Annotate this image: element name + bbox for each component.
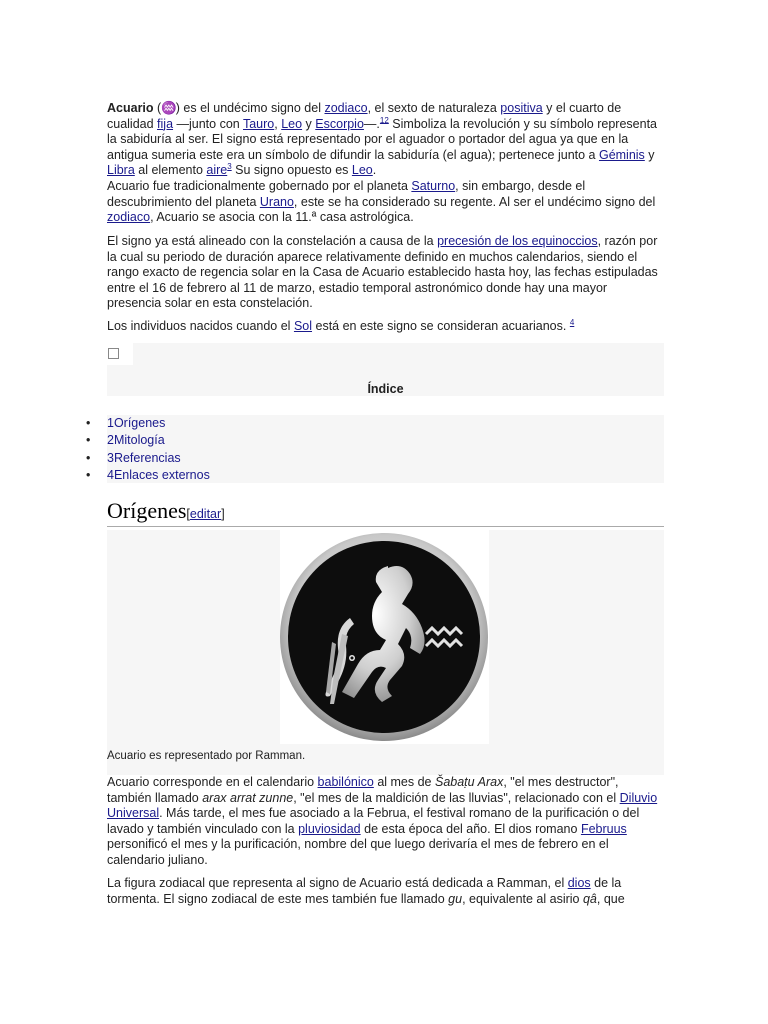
link-urano[interactable]: Urano [259,194,294,209]
italic-term: qâ [582,891,597,906]
para-text: de esta época del año. El dios romano [360,821,581,836]
link-escorpio[interactable]: Escorpio [315,116,364,131]
intro-text: y el cuarto de cualidad [107,101,622,131]
link-positiva[interactable]: positiva [500,101,543,115]
paragraph-5-block [107,876,664,907]
toc-item[interactable] [86,450,664,467]
link-zodiaco-2[interactable]: zodiaco [107,210,151,225]
link-februus[interactable]: Februus [580,821,627,836]
ref-4[interactable]: 4 [569,317,575,327]
toc-label: Referencias [113,450,181,465]
para-text: Los individuos nacidos cuando el [107,319,294,333]
toc-item-mitologia[interactable] [107,433,165,447]
paragraph-4-block [107,775,664,869]
figure [107,530,664,775]
italic-term: gu [448,891,463,906]
toc-label: Enlaces externos [113,467,210,482]
intro-text: Acuario fue tradicionalmente gobernado por el planeta [107,178,412,193]
link-sol[interactable]: Sol [293,319,313,333]
toc-item[interactable] [86,415,664,432]
paragraph-2-block [107,234,664,312]
link-diluvio-universal[interactable]: Diluvio Universal [107,790,658,821]
toc-label: Mitología [113,433,165,448]
intro-text: Su signo opuesto es [231,163,352,178]
link-fija[interactable]: fija [157,116,174,131]
link-pluviosidad[interactable]: pluviosidad [298,821,361,836]
intro-text: Simboliza la revolución y su símbolo representa la sabiduría al ser. El signo está representado por el aguador o portador del agua ya que en la antigua sumeria este era un símbolo de difundir la sabiduría (el agua); pertenece junto a [107,116,657,162]
link-libra[interactable]: Libra [107,163,135,178]
toc-item-enlaces-externos[interactable] [107,468,210,482]
toc-num: 4 [107,467,114,482]
italic-term: arax arrat zunne [202,790,294,805]
ref-3[interactable]: 3 [227,162,232,172]
paragraph-3-block [107,319,664,335]
intro-text: —. [363,116,380,131]
article-term: Acuario [107,101,154,115]
para-text: , "el mes destructor", también llamado [107,775,619,805]
para-text: Acuario corresponde en el calendario [107,775,318,789]
intro-text: , Acuario se asocia con la 11.ª casa astrológica. [150,210,414,225]
para-text: de la tormenta. El signo zodiacal de este mes también fue llamado [107,876,622,906]
toc-list [86,415,664,483]
toc-item-origenes[interactable] [107,416,165,430]
toc-toggle-checkbox[interactable] [108,348,119,359]
toc-num: 1 [107,416,114,430]
paragraph-5 [107,876,664,907]
link-zodiaco[interactable]: zodiaco [324,101,368,115]
bullet-icon: • [86,467,91,482]
paragraph-2 [107,234,664,312]
para-text: El signo ya está alineado con la constelación a causa de la [107,234,438,248]
intro-text: y [644,147,655,162]
intro-text: al elemento [134,163,207,178]
link-geminis[interactable]: Géminis [598,147,645,162]
toc-num: 2 [107,433,114,448]
para-text: , razón por la cual su periodo de duración aparece relativamente definido en muchos calendarios, siendo el rango exacto de regencia solar en la Casa de Acuario establecido hasta hoy, las fechas estipuladas entre el 16 de febrero al 11 de marzo, estadio temporal astronómico donde hay una mayor presencia solar en esta constelación. [107,234,658,311]
edit-section [186,507,224,521]
intro-text: —junto con [173,116,243,131]
edit-bracket: ] [221,507,225,521]
intro-text: , el sexto de naturaleza [367,101,501,115]
para-text: , "el mes de la maldición de las lluvias", relacionado con el [293,790,620,805]
para-text: al mes de [373,775,435,789]
para-text: , equivalente al asirio [462,891,583,906]
bullet-icon: • [86,450,91,465]
link-saturno[interactable]: Saturno [411,178,456,193]
figure-caption: Acuario es representado por Ramman. [107,750,306,762]
coin-illustration [280,530,489,744]
link-aire[interactable]: aire [206,163,228,178]
intro-paragraph: Acuario (♒) es el undécimo signo del zodiaco, el sexto de naturaleza positiva y el cuarto de cualidad fija —junto con Tauro, Leo y Escorpio—.$^{12}$ Simboliza la revolución y su símbolo representa la sabiduría al ser. El signo está representado por el aguador o portador del agua ya que en la antigua sumeria este era un símbolo de difundir la sabiduría (el agua); pertenece junto a Géminis y Libra al elemento aire$^3$ Su signo opuesto es Leo. Acuario fue tradicionalmente gobernado por el planeta Saturno, sin embargo, desde el descubrimiento del planeta Urano, este se ha considerado su regente. Al ser el undécimo signo del zodiaco, Acuario se asocia con la 11.ª casa astrológica. [107,101,657,225]
intro-text: , sin embargo, desde el descubrimiento del planeta [107,178,586,209]
link-leo-opposite[interactable]: Leo [351,163,373,178]
link-leo[interactable]: Leo [281,116,303,131]
intro-text: . [372,163,377,178]
section-title: Orígenes [107,498,187,523]
toc-item-referencias[interactable] [107,451,181,465]
toc-num: 3 [107,450,114,465]
bullet-icon: • [86,416,91,430]
para-text: La figura zodiacal que representa al signo de Acuario está dedicada a Ramman, el [107,876,568,890]
toc-item[interactable] [86,432,664,449]
toc-title: Índice [367,382,404,396]
para-text: , que [596,891,625,906]
intro-text: y [302,116,316,131]
link-tauro[interactable]: Tauro [242,116,275,131]
link-babilonico[interactable]: babilónico [317,775,374,789]
intro-block [107,101,664,226]
link-precesion[interactable]: precesión de los equinoccios [437,234,598,248]
intro-text: , este se ha considerado su regente. Al ser el undécimo signo del [293,194,656,209]
italic-term: Šabaṭu Arax [434,775,504,789]
bullet-icon: • [86,433,91,448]
toc-item[interactable] [86,467,664,484]
toc-label: Orígenes [113,416,166,430]
intro-text: ) es el undécimo signo del [175,101,325,115]
aquarius-symbol-icon: ♒ [161,101,176,115]
link-dios[interactable]: dios [567,876,591,890]
aquarius-coin-image[interactable] [280,530,489,744]
paragraph-3 [107,319,664,335]
ref-12[interactable]: 12 [379,115,389,125]
paragraph-4 [107,775,664,869]
intro-text: , [274,116,282,131]
section-heading [107,498,664,527]
para-text: . Más tarde, el mes fue asociado a la Februa, el festival romano de la purificación o del lavado y también vinculado con la [107,806,640,836]
para-text: está en este signo se consideran acuarianos. [312,319,570,333]
edit-link[interactable]: editar [189,507,222,521]
para-text: personificó el mes y la purificación, nombre del que luego derivaría el mes de febrero en el calendario juliano. [107,837,609,867]
edit-bracket: [ [186,507,190,521]
